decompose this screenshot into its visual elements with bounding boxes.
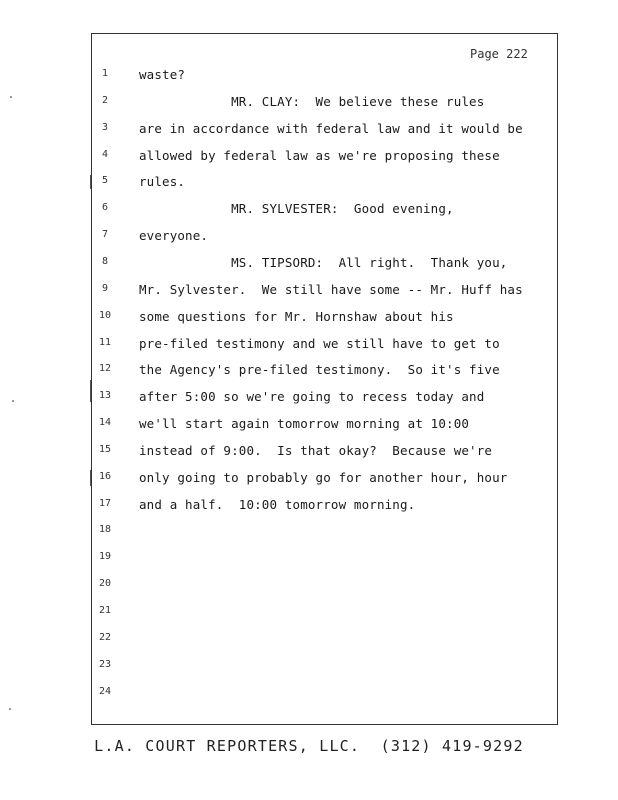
line-number: 15 bbox=[98, 443, 112, 455]
transcript-page-frame bbox=[91, 33, 558, 725]
transcript-line-text: we'll start again tomorrow morning at 10:00 bbox=[139, 416, 470, 432]
scan-speck bbox=[12, 400, 14, 402]
transcript-line-text: are in accordance with federal law and it would be bbox=[139, 120, 523, 136]
transcript-line-text: MR. CLAY: We believe these rules bbox=[139, 93, 485, 109]
line-number: 11 bbox=[98, 336, 112, 348]
line-number: 10 bbox=[98, 309, 112, 321]
line-number: 19 bbox=[98, 551, 112, 563]
transcript-line-text: only going to probably go for another hour, hour bbox=[139, 469, 508, 485]
line-number: 2 bbox=[101, 94, 109, 106]
line-number: 21 bbox=[98, 605, 112, 616]
scan-speck bbox=[9, 708, 11, 710]
line-number: 18 bbox=[98, 524, 112, 536]
transcript-line-text: instead of 9:00. Is that okay? Because we're bbox=[139, 442, 493, 458]
transcript-line-text: rules. bbox=[139, 174, 186, 190]
transcript-line-text: waste? bbox=[139, 67, 186, 82]
transcript-line-text: MS. TIPSORD: All right. Thank you, bbox=[139, 254, 508, 270]
margin-mark bbox=[90, 175, 91, 189]
line-number: 20 bbox=[98, 578, 112, 590]
line-number: 4 bbox=[101, 148, 109, 160]
margin-mark bbox=[90, 380, 91, 402]
line-number: 16 bbox=[98, 470, 112, 482]
line-number: 3 bbox=[101, 121, 109, 133]
line-number: 24 bbox=[98, 685, 112, 697]
transcript-line-text: Mr. Sylvester. We still have some -- Mr. Huff has bbox=[139, 281, 523, 297]
line-number: 7 bbox=[101, 229, 109, 241]
margin-mark bbox=[90, 470, 91, 486]
line-number: 1 bbox=[101, 68, 109, 79]
transcript-line-text: allowed by federal law as we're proposing these bbox=[139, 147, 500, 163]
line-number: 5 bbox=[101, 175, 109, 187]
court-reporter-footer: L.A. COURT REPORTERS, LLC. (312) 419-9292 bbox=[94, 737, 524, 755]
line-number: 17 bbox=[98, 497, 112, 509]
scan-speck bbox=[10, 96, 12, 98]
line-number: 14 bbox=[98, 417, 112, 429]
line-number: 6 bbox=[101, 202, 109, 214]
transcript-line-text: after 5:00 so we're going to recess today and bbox=[139, 389, 485, 405]
transcript-line-text: some questions for Mr. Hornshaw about his bbox=[139, 308, 454, 324]
line-number: 12 bbox=[98, 363, 112, 375]
line-number: 9 bbox=[101, 282, 109, 294]
line-number: 13 bbox=[98, 390, 112, 402]
line-number: 22 bbox=[98, 631, 112, 643]
page-number: Page 222 bbox=[470, 47, 528, 61]
transcript-line-text: and a half. 10:00 tomorrow morning. bbox=[139, 496, 416, 512]
line-number: 8 bbox=[101, 255, 109, 267]
transcript-line-text: everyone. bbox=[139, 228, 209, 244]
transcript-line-text: the Agency's pre-filed testimony. So it's five bbox=[139, 362, 500, 378]
transcript-line-text: MR. SYLVESTER: Good evening, bbox=[139, 201, 454, 217]
transcript-line-text: pre-filed testimony and we still have to get to bbox=[139, 335, 500, 351]
line-number: 23 bbox=[98, 658, 112, 670]
